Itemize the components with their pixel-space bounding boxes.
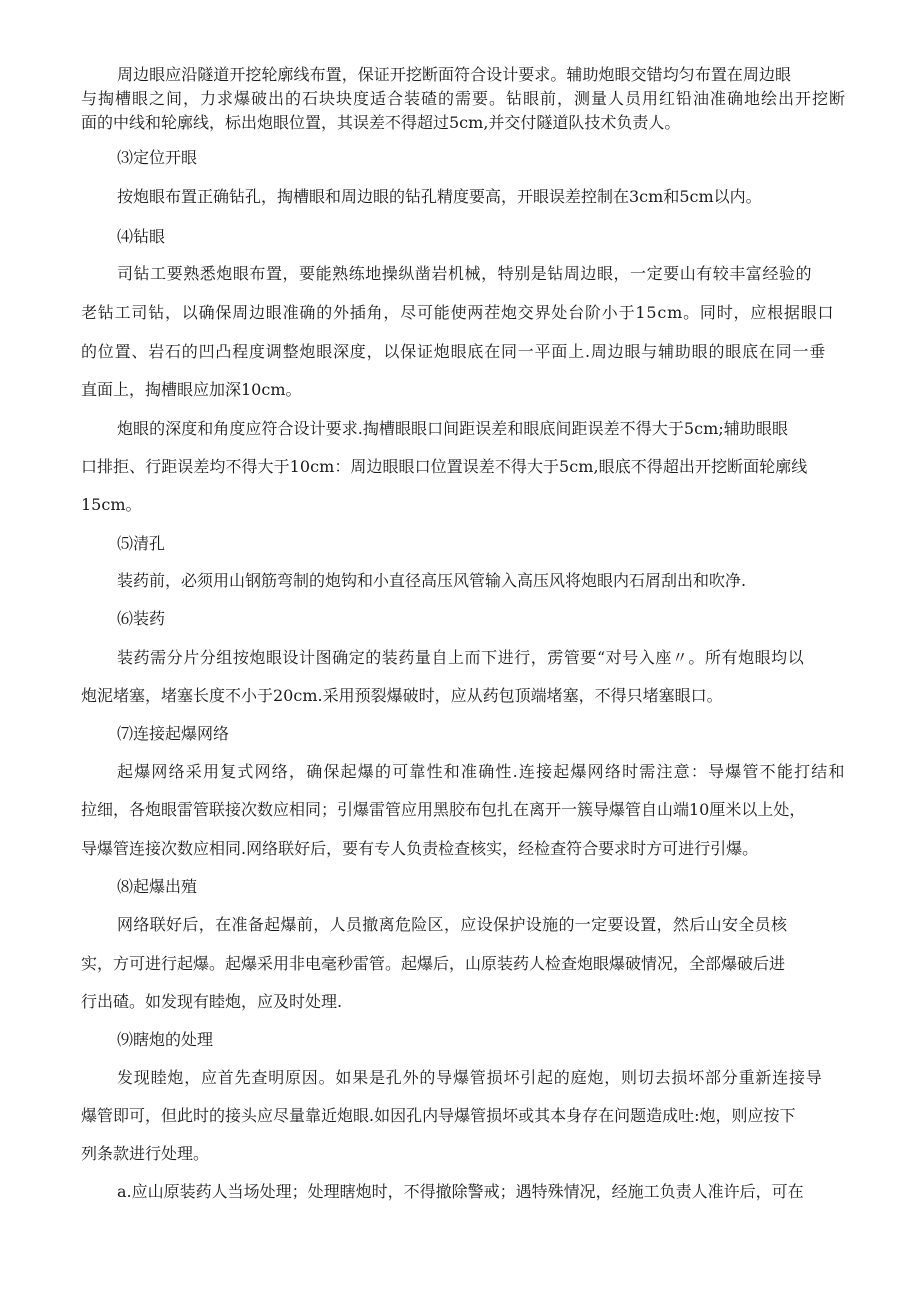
paragraph-3-line-1: 司钻工要熟悉炮眼布置，要能熟练地操纵凿岩机械，特别是钻周边眼，一定要山有较丰富经验的 [117, 264, 813, 283]
paragraph-6-line-1: 装药需分片分组按炮眼设计图确定的装药量自上而下进行，雳管要“对号入座〃。所有炮眼均以 [117, 648, 805, 667]
paragraph-7-line-3: 导爆管连接次数应相同.网络联好后，要有专人负责检查核实，经检查符合要求时方可进行引爆。 [81, 839, 759, 858]
paragraph-4-line-1: 炮眼的深度和角度应符合设计要求.掏槽眼眼口间距误差和眼底间距误差不得大于5cm;辅助眼眼 [117, 419, 788, 438]
paragraph-4-line-2: 口排拒、行距误差均不得大于10cm：周边眼眼口位置误差不得大于5cm,眼底不得超出开挖断面轮廓线 [81, 457, 808, 476]
paragraph-4-line-3: 15cm。 [81, 495, 142, 514]
section-heading-3: ⑶定位开眼 [117, 148, 198, 167]
paragraph-8-line-1: 网络联好后，在准备起爆前，人员撤离危险区，应设保护设施的一定要设置，然后山安全员核 [117, 915, 788, 934]
paragraph-8-line-2: 实，方可进行起爆。起爆采用非电毫秒雷管。起爆后，山原装药人检查炮眼爆破情况，全部爆破后进 [81, 954, 786, 973]
paragraph-3-line-3: 的位置、岩石的凹凸程度调整炮眼深度，以保证炮眼底在同一平面上.周边眼与辅助眼的眼底在同一垂 [81, 342, 827, 361]
paragraph-3-line-2: 老钻工司钻，以确保周边眼准确的外插角，尽可能使两茬炮交界处台阶小于15cm。同时，应根据眼口 [81, 303, 835, 322]
paragraph-9-line-2: 爆管即可，但此时的接头应尽量靠近炮眼.如因孔内导爆管损坏或其本身存在问题造成吐:炮，则应按下 [81, 1106, 796, 1125]
paragraph-10-line-1: a.应山原装药人当场处理；处理瞎炮时，不得撤除警戒；遇特殊情况，经施工负责人准许后，可在 [117, 1182, 804, 1201]
paragraph-6-line-2: 炮泥堵塞，堵塞长度不小于20cm.采用预裂爆破时，应从药包顶端堵塞，不得只堵塞眼口。 [81, 686, 723, 705]
paragraph-8-line-3: 行出碴。如发现有睦炮，应及时处理. [81, 992, 343, 1011]
paragraph-9-line-3: 列条款进行处理。 [81, 1144, 210, 1163]
section-heading-7: ⑺连接起爆网络 [117, 724, 230, 743]
paragraph-1-line-1: 周边眼应沿隧道开挖轮廓线布置，保证开挖断面符合设计要求。辅助炮眼交错均匀布置在周边眼 [117, 65, 792, 84]
paragraph-3-line-4: 直面上，掏槽眼应加深10cm。 [81, 380, 302, 399]
paragraph-9-line-1: 发现睦炮，应首先查明原因。如果是孔外的导爆管损坏引起的庭炮，则切去损坏部分重新连接导 [117, 1068, 823, 1087]
section-heading-4: ⑷钻眼 [117, 227, 166, 246]
section-heading-5: ⑸清孔 [117, 534, 166, 553]
paragraph-1-line-3: 面的中线和轮廓线，标出炮眼位置，其误差不得超过5cm,并交付隧道队技术负责人。 [81, 113, 681, 132]
paragraph-7-line-2: 拉细，各炮眼雷管联接次数应相同；引爆雷管应用黑胶布包扎在离开一簇导爆管自山端10厘米以上处， [81, 800, 806, 819]
paragraph-2-line-1: 按炮眼布置正确钻孔，掏槽眼和周边眼的钻孔精度要高，开眼误差控制在3cm和5cm以内。 [117, 187, 762, 206]
paragraph-5-line-1: 装药前，必须用山钢筋弯制的炮钩和小直径高压风管输入高压风将炮眼内石屑刮出和吹净. [117, 571, 747, 590]
paragraph-7-line-1: 起爆网络采用复式网络，确保起爆的可靠性和准确性.连接起爆网络时需注意：导爆管不能打结和 [117, 762, 846, 781]
section-heading-8: ⑻起爆出殖 [117, 877, 198, 896]
paragraph-1-line-2: 与掏槽眼之间，力求爆破出的石块块度适合装碴的需要。钻眼前，测量人员用红铅油准确地绘出开挖断 [81, 89, 847, 108]
section-heading-6: ⑹装药 [117, 609, 166, 628]
section-heading-9: ⑼瞎炮的处理 [117, 1030, 214, 1049]
